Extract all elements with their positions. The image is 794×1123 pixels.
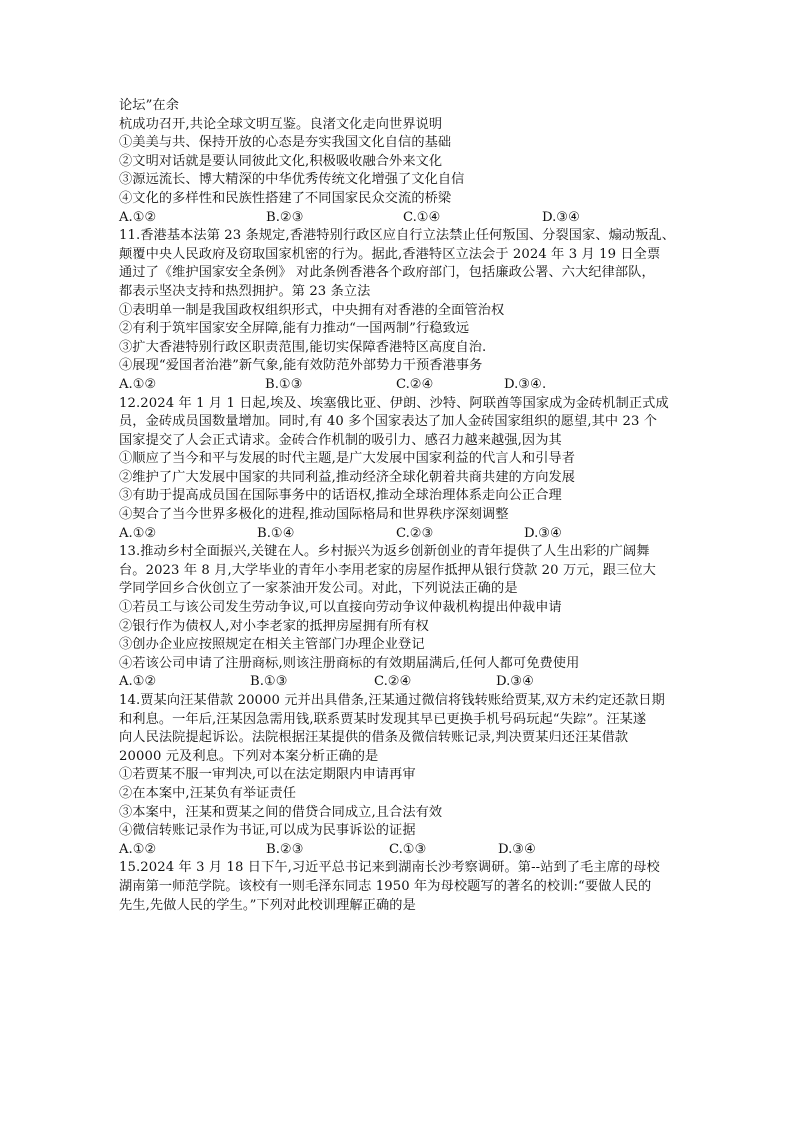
statement-3: ③本案中，汪某和贾某之间的借贷合同成立,且合法有效 <box>119 804 443 820</box>
question-stem-line: 11.香港基本法第 23 条规定,香港特别行政区应自行立法禁止任何叛国、分裂国家、煽动叛乱、 <box>119 228 676 244</box>
question-12 <box>119 395 679 544</box>
statement-1: ①顺应了当今和平与发展的时代主题,是广大发展中国家利益的代言人和引导者 <box>119 451 576 467</box>
question-stem-line: 13.推动乡村全面振兴,关键在人。乡村振兴为返乡创新创业的青年提供了人生出彩的广阔舞 <box>119 544 650 560</box>
option-b: B.①③ <box>265 376 303 392</box>
question-stem-line: 员，金砖成员国数量增加。同时,有 40 多个国家表达了加人金砖国家组织的愿望,其中 23 个 <box>119 414 658 430</box>
answer-options <box>119 841 679 860</box>
question-stem-line: 杭成功召开,共论全球文明互鉴。良渚文化走向世界说明 <box>119 116 443 132</box>
option-d: D.③④ <box>496 674 534 690</box>
option-d: D.③④ <box>524 525 562 541</box>
question-stem-line: 20000 元及利息。下列对本案分析正确的是 <box>119 748 379 764</box>
statement-2: ②有利于筑牢国家安全屏障,能有力推动“一国两制”行稳致远 <box>119 321 470 337</box>
statement-3: ③源远流长、博大精深的中华优秀传统文化增强了文化自信 <box>119 172 465 188</box>
option-c: C.①④ <box>403 209 441 225</box>
statement-3: ③创办企业应按照规定在相关主管部门办理企业登记 <box>119 637 425 653</box>
statement-3: ③有助于提高成员国在国际事务中的话语权,推动全球治理体系走向公正合理 <box>119 488 562 504</box>
question-13 <box>119 543 679 692</box>
statement-2: ②银行作为债权人,对小李老家的抵押房屋拥有所有权 <box>119 618 429 634</box>
option-b: B.①③ <box>250 674 288 690</box>
question-14 <box>119 692 679 859</box>
statement-1: ①若贾某不服一审判决,可以在法定期限内申请再审 <box>119 767 416 783</box>
question-stem-line: 湖南第一师范学院。该校有一则毛泽东同志 1950 年为母校题写的著名的校训:“要做人民的 <box>119 878 652 894</box>
statement-4: ④展现“爱国者治港”新气象,能有效防范外部势力干预香港事务 <box>119 358 483 374</box>
option-c: C.②③ <box>396 525 434 541</box>
question-stem-line: 台。2023 年 8 月,大学毕业的青年小李用老家的房屋作抵押从银行贷款 20 万元，跟三位大 <box>119 562 656 578</box>
answer-options <box>119 525 679 544</box>
option-a: A.①② <box>119 841 157 857</box>
question-stem-line: 15.2024 年 3 月 18 日下午,习近平总书记来到湖南长沙考察调研。第--站到了毛主席的母校 <box>119 860 660 876</box>
answer-options <box>119 209 679 228</box>
statement-1: ①美美与共、保持开放的心态是夯实我国文化自信的基础 <box>119 135 452 151</box>
statement-1: ①若员工与该公司发生劳动争议,可以直接向劳动争议仲裁机构提出仲裁申请 <box>119 600 562 616</box>
statement-2: ②文明对话就是要认同彼此文化,积极吸收融合外来文化 <box>119 153 443 169</box>
question-stem-line: 都表示坚决支持和热烈拥护。第 23 条立法 <box>119 283 371 299</box>
option-a: A.①② <box>119 209 157 225</box>
option-a: A.①② <box>119 525 157 541</box>
statement-3: ③扩大香港特别行政区职责范围,能切实保障香港特区高度自治. <box>119 339 487 355</box>
question-stem-line: 国家提交了人会正式请求。金砖合作机制的吸引力、感召力越来越强,因为其 <box>119 432 562 448</box>
question-stem-line: 通过了《维护国家安全条例》 对此条例香港各个政府部门，包括廉政公署、六大纪律部队， <box>119 265 655 281</box>
question-11 <box>119 227 679 394</box>
option-b: B.①④ <box>257 525 295 541</box>
question-stem-line: 14.贾某向汪某借款 20000 元并出具借条,汪某通过微信将钱转账给贾某,双方未约定还款日期 <box>119 693 665 708</box>
page-content <box>119 97 679 915</box>
question-stem-line: 向人民法院提起诉讼。法院根据汪某提供的借条及微信转账记录,判决贾某归还汪某借款 <box>119 730 629 746</box>
option-b: B.②③ <box>266 841 304 857</box>
question-stem-line: 12.2024 年 1 月 1 日起,埃及、埃塞俄比亚、伊朗、沙特、阿联酋等国家成为金砖机制正式成 <box>119 395 669 411</box>
option-a: A.①② <box>119 674 157 690</box>
question-stem-line: 和利息。一年后,汪某因急需用钱,联系贾某时发现其早已更换手机号码玩起“失踪”。汪某遂 <box>119 711 647 727</box>
statement-4: ④文化的多样性和民族性搭建了不同国家民众交流的桥梁 <box>119 190 452 206</box>
question-15 <box>119 859 679 915</box>
option-d: D.③④ <box>498 841 536 857</box>
question-10-continuation <box>119 97 679 227</box>
statement-2: ②维护了广大发展中国家的共同利益,推动经济全球化朝着共商共建的方向发展 <box>119 469 576 485</box>
option-c: C.②④ <box>396 376 434 392</box>
option-d: D.③④. <box>504 376 547 392</box>
answer-options <box>119 376 679 395</box>
option-c: C.①③ <box>389 841 427 857</box>
statement-4: ④契合了当今世界多极化的进程,推动国际格局和世界秩序深刻调整 <box>119 507 509 523</box>
option-c: C.②④ <box>374 674 412 690</box>
option-d: D.③④ <box>542 209 580 225</box>
question-stem-line: 颠覆中央人民政府及窃取国家机密的行为。据此,香港特区立法会于 2024 年 3 月 19 日全票 <box>119 246 661 262</box>
question-stem-line: 先生,先做人民的学生。”下列对此校训理解正确的是 <box>119 897 416 913</box>
statement-1: ①表明单一制是我国政权组织形式，中央拥有对香港的全面管治权 <box>119 302 505 318</box>
question-stem-line: 论坛”在余 <box>119 98 179 113</box>
statement-2: ②在本案中,汪某负有举证责任 <box>119 785 297 801</box>
answer-options <box>119 673 679 692</box>
option-b: B.②③ <box>266 209 304 225</box>
question-stem-line: 学同学回乡合伙创立了一家茶油开发公司。对此，下列说法正确的是 <box>119 581 518 597</box>
statement-4: ④若该公司申请了注册商标,则该注册商标的有效期届满后,任何人都可免费使用 <box>119 655 580 671</box>
statement-4: ④微信转账记录作为书证,可以成为民事诉讼的证据 <box>119 823 416 839</box>
option-a: A.①② <box>119 376 157 392</box>
